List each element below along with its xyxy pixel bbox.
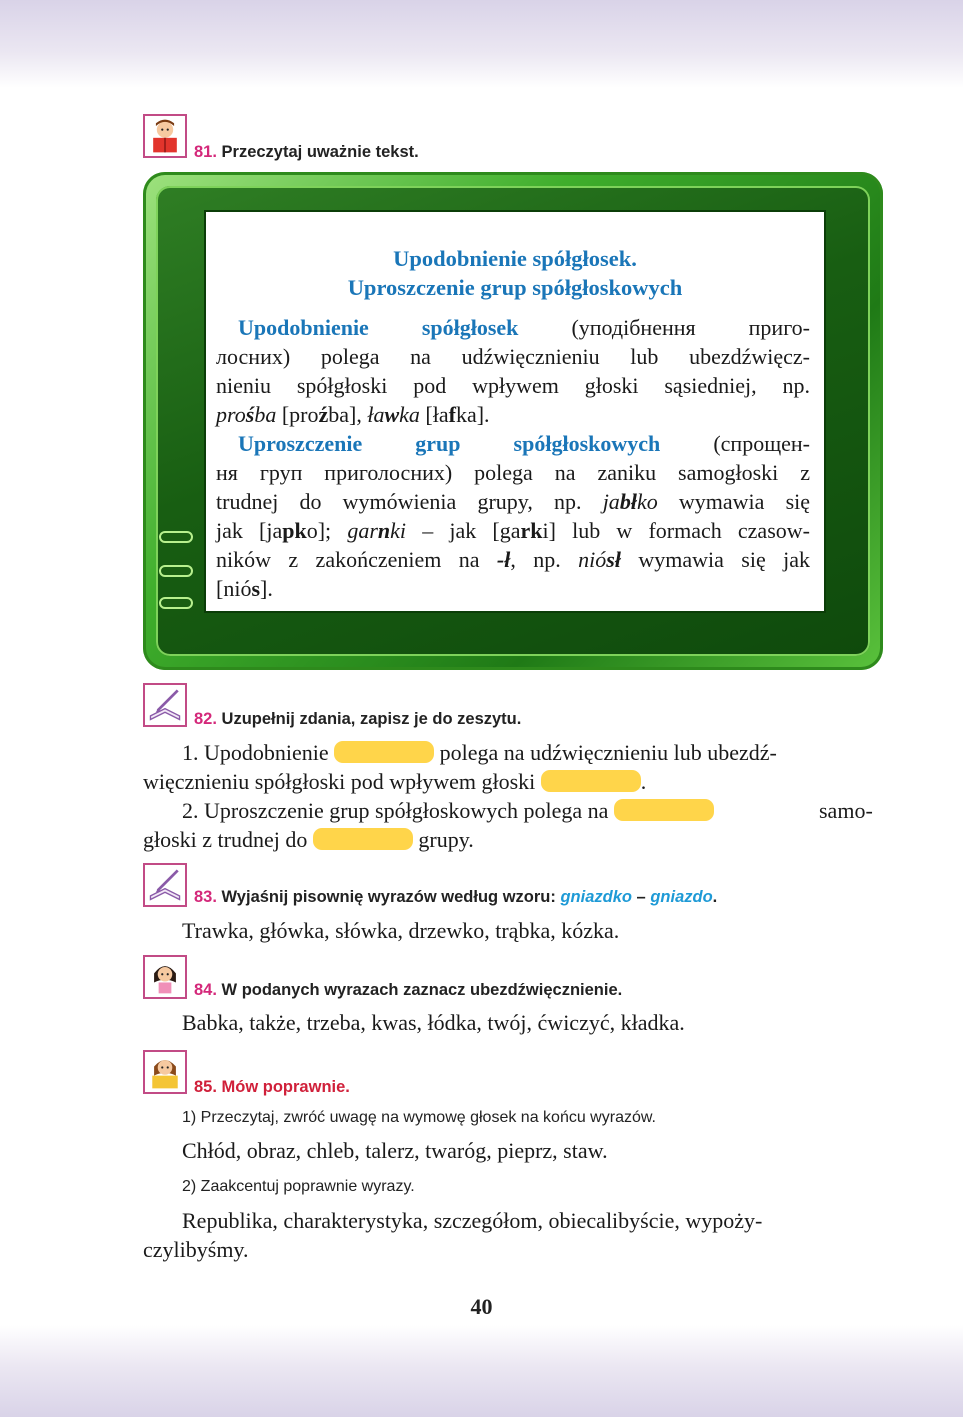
board-text-line: ników z zakończeniem na -ł, np. niósł wymawia się jak	[216, 547, 811, 572]
board-title-line1: Upodobnienie spółgłosek.	[393, 246, 637, 271]
task-82-heading	[194, 710, 521, 729]
board-text-line: Uproszczenie grup spółgłoskowych (спрощен-	[238, 431, 811, 456]
task-83-words: Trawka, główka, słówka, drzewko, trąbka, kózka.	[182, 918, 620, 943]
reading-boy-icon	[143, 114, 187, 158]
task-85-words-2-line-2: czylibyśmy.	[143, 1237, 249, 1262]
board-title-line2: Uproszczenie grup spółgłoskowych	[347, 275, 683, 300]
board-button-icon	[159, 597, 193, 609]
task-instruction: W podanych wyrazach zaznacz ubezdźwięcznienie.	[221, 981, 623, 999]
task-number: 84.	[194, 981, 217, 999]
page-footer-band	[0, 1325, 963, 1417]
speaking-girl-icon	[143, 1050, 187, 1094]
girl-icon	[143, 955, 187, 999]
board-text-line: [niós].	[216, 576, 273, 601]
task-85-words-2-line-1: Republika, charakterystyka, szczegółom, obiecalibyście, wypoży-	[182, 1208, 763, 1233]
task-85-heading	[194, 1078, 350, 1097]
task-85-subtask-1: 1) Przeczytaj, zwróć uwagę na wymowę głosek na końcu wyrazów.	[182, 1109, 656, 1126]
notebook-pen-icon	[143, 683, 187, 727]
board-text-line: trudnej do wymówienia grupy, np. jabłko wymawia się	[216, 489, 811, 514]
board-text-line: jak [japko]; garnki – jak [garki] lub w formach czasow-	[216, 518, 810, 543]
board-text-line: nieniu spółgłoski pod wpływem głoski sąsiedniej, np.	[216, 373, 810, 398]
board-button-icon	[159, 565, 193, 577]
task-84-words: Babka, także, trzeba, kwas, łódka, twój, ćwiczyć, kładka.	[182, 1010, 685, 1035]
example-word: gniazdo	[650, 888, 713, 906]
task-84-heading	[194, 981, 622, 1000]
term-simplification: Uproszczenie grup spółgłoskowych	[238, 431, 661, 456]
term-assimilation: Upodobnienie spółgłosek	[238, 315, 519, 340]
task-number: 82.	[194, 710, 217, 728]
page-number: 40	[470, 1294, 493, 1319]
board-text-line: prośba [proźba], ławka [łafka].	[216, 402, 490, 427]
task-number: 81.	[194, 143, 217, 161]
board-text-line: ня груп приголосних) polega na zaniku samogłoski z	[216, 460, 810, 485]
task-81-heading	[194, 143, 419, 162]
task-number: 85.	[194, 1078, 217, 1096]
task-instruction: Przeczytaj uważnie tekst.	[221, 143, 419, 161]
task-number: 83.	[194, 888, 217, 906]
task-83-heading: 83. Wyjaśnij pisownię wyrazów według wzoru: gniazdko – gniazdo.	[194, 888, 718, 906]
task-85-words-1: Chłód, obraz, chleb, talerz, twaróg, pieprz, staw.	[182, 1138, 608, 1163]
blank-field[interactable]	[334, 741, 434, 763]
task-instruction: Uzupełnij zdania, zapisz je do zeszytu.	[221, 710, 522, 728]
notebook-pen-icon	[143, 863, 187, 907]
sentence-1-line-1: 1. Upodobnienie polega na udźwięcznieniu lub ubezdź-	[182, 740, 777, 765]
blank-field[interactable]	[614, 799, 714, 821]
board-text-line: Upodobnienie spółgłosek (уподібнення приго-	[238, 315, 810, 340]
example-word: gniazdko	[560, 888, 632, 906]
task-instruction: Mów poprawnie.	[221, 1078, 350, 1096]
sentence-2-line-1-end: samo-	[819, 798, 873, 823]
task-85-subtask-2: 2) Zaakcentuj poprawnie wyrazy.	[182, 1178, 415, 1195]
board-button-icon	[159, 531, 193, 543]
sentence-1-line-2: więcznieniu spółgłoski pod wpływem głoski .	[143, 769, 647, 794]
sentence-2-line-2: głoski z trudnej do grupy.	[143, 827, 474, 852]
board-text-line: лосних) polega na udźwięcznieniu lub ubezdźwięcz-	[216, 344, 810, 369]
blank-field[interactable]	[541, 770, 641, 792]
sentence-2-line-1: 2. Uproszczenie grup spółgłoskowych polega na	[182, 798, 714, 824]
page-header-band	[0, 0, 963, 88]
task-instruction: Wyjaśnij pisownię wyrazów według wzoru:	[221, 888, 556, 906]
blank-field[interactable]	[313, 828, 413, 850]
